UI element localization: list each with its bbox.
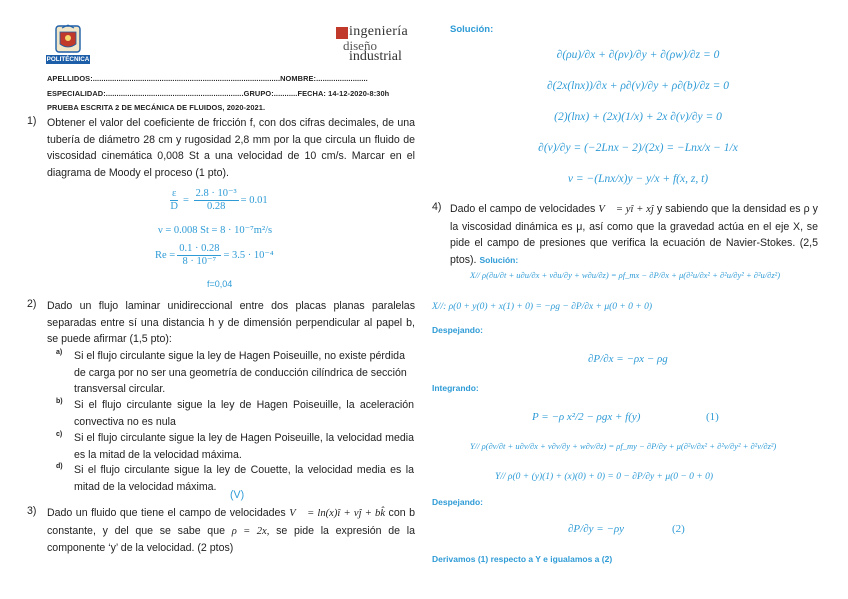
q2-text: Dado un flujo laminar unidireccional entre dos placas planas paralelas separadas entre sí una distancia h y de dimensión perpendicular al papel b, se puede afirmar (1,5 pto): (47, 300, 415, 345)
q4-dpdy: ∂P/∂y = −ρy (568, 523, 625, 535)
q3-solution-line-5: v = −(Lnx/x)y − y/x + f(x, z, t) (567, 173, 709, 185)
q2-option-a-label: a) (56, 349, 63, 356)
q4-pressure-eq-number: (1) (706, 411, 719, 423)
q1-eq1-lhs-num: ε (172, 188, 177, 199)
q4-despejando-1: Despejando: (432, 325, 484, 335)
q1-eq-reynolds (155, 243, 274, 267)
q4-text-b: y sabiendo que la densidad es ρ y la viscosidad dinámica es μ, así como que la gravedad actúa en el eje X, se pide el campo de presiones que verifica la ecuación de Navier-Stokes. (2,5 ptos). (450, 203, 818, 266)
q2-option-a (56, 348, 416, 397)
q4-number: 4) (432, 201, 442, 213)
q1-eq1-result: = 0.01 (240, 194, 268, 206)
q1-eq3-lhs: Re = (155, 249, 176, 261)
q2-option-b (56, 397, 416, 430)
q3-text (47, 505, 415, 557)
q3-text-c: se pide la expresión de la componente ‘y’ de la velocidad. (2 ptos) (47, 524, 415, 554)
q1-eq3-result: = 3.5 · 10⁻⁴ (223, 250, 274, 262)
q2-option-c-text: Si el flujo circulante sigue la ley de Hagen Poiseuille, la velocidad media es la mitad de la velocidad máxima. (74, 432, 414, 461)
q4-y-substitution: Y// ρ(0 + (y)(1) + (x)(0) + 0) = 0 − ∂P/∂y + μ(0 − 0 + 0) (495, 472, 713, 482)
q2-option-c (56, 430, 416, 462)
q3-density: ρ = 2x, (231, 525, 270, 537)
q1-eq3-den: 8 · 10⁻⁷ (182, 255, 217, 267)
q1-number: 1) (27, 115, 37, 127)
apellidos-line: APELLIDOS:.......................................................................................NOMBRE:........................ (47, 74, 368, 83)
q3-solution-block (452, 40, 824, 195)
q3-number: 3) (27, 505, 37, 517)
q4-x-equation: X// ρ(∂u/∂t + u∂u/∂x + v∂u/∂y + w∂u/∂z) = ρf_mx − ∂P/∂x + μ(∂²u/∂x² + ∂²u/∂y² + ∂²u/∂z²) (470, 270, 781, 280)
q1-eq1-lhs-den: D (170, 200, 178, 212)
q3-solution-line-3: (2)(lnx) + (2x)(1/x) + 2x ∂(v)/∂y = 0 (554, 111, 722, 123)
exam-title: PRUEBA ESCRITA 2 DE MECÁNICA DE FLUIDOS, 2020-2021. (47, 103, 266, 112)
q3-velocity-field: V⃗ = ln(x)î + vĵ + bk̂ (289, 508, 386, 519)
q4-integrando: Integrando: (432, 383, 479, 393)
q2-option-b-label: b) (56, 398, 63, 405)
q1-answer: f=0,04 (207, 279, 233, 289)
school-logo (335, 24, 415, 64)
q4-text-a: Dado el campo de velocidades (450, 203, 596, 215)
q4-derivamos: Derivamos (1) respecto a Y e igualamos a (2) (432, 554, 613, 564)
school-line-2: diseño (343, 38, 377, 53)
q2-number: 2) (27, 298, 37, 310)
q4-pressure-eq: P = −ρ x²/2 − ρgx + f(y) (532, 411, 641, 423)
q4-solution-label: Solución: (479, 254, 519, 265)
q4-dpdx: ∂P/∂x = −ρx − ρg (588, 353, 668, 365)
q2-option-a-text: Si el flujo circulante sigue la ley de Hagen Poiseuille, no existe pérdida de carga por no ser una geometría de conducción cilíndrica de sección transversal circular. (74, 350, 407, 395)
q4-despejando-2: Despejando: (432, 497, 484, 507)
q4-velocity-field: V⃗ = yî + xĵ (598, 204, 654, 215)
school-line-1: ingeniería (349, 24, 408, 39)
q2-option-d-label: d) (56, 463, 63, 470)
q3-text-a: Dado un fluido que tiene el campo de velocidades (47, 507, 286, 519)
q2-option-d-text: Si el flujo circulante sigue la ley de Couette, la velocidad media es la mitad de la velocidad máxima. (74, 464, 414, 493)
q1-eq1-num: 2.8 · 10⁻³ (195, 188, 237, 199)
q4-text (450, 201, 818, 268)
q1-eq3-num: 0.1 · 0.28 (179, 243, 220, 254)
university-name: POLITÉCNICA (46, 56, 90, 63)
q4-x-substitution: X//: ρ(0 + y(0) + x(1) + 0) = −ρg − ∂P/∂x + μ(0 + 0 + 0) (432, 302, 652, 312)
q1-eq1-den: 0.28 (206, 200, 226, 212)
q4-dpdy-number: (2) (672, 523, 685, 535)
q1-eq-viscosity: ν = 0.008 St = 8 · 10⁻⁷m²/s (158, 225, 273, 236)
q2-answer: (V) (230, 489, 245, 501)
school-line-3: industrial (349, 49, 402, 64)
q2-options (56, 348, 416, 495)
especialidad-line: ESPECIALIDAD:................................................................GRUPO:...........FECHA: 14-12-2020-8:30h (47, 89, 390, 98)
q2-option-b-text: Si el flujo circulante sigue la ley de Hagen Poiseuille, la aceleración convectiva no es nula (74, 399, 414, 428)
q4-y-equation: Y// ρ(∂v/∂t + u∂v/∂x + v∂v/∂y + w∂v/∂z) = ρf_my − ∂P/∂y + μ(∂²v/∂x² + ∂²v/∂y² + ∂²v/∂z²) (470, 441, 777, 451)
q3-solution-line-1: ∂(ρu)/∂x + ∂(ρv)/∂y + ∂(ρw)/∂z = 0 (556, 49, 720, 61)
q1-eq-relroughness: $\frac{\varepsilon}{D}$ = $\frac{\text{2.8 · 10⁻³}}{0.28}$ = 0.01 (170, 188, 268, 212)
q3-text-b: con b constante, y del que se sabe que (47, 507, 415, 537)
q1-text: Obtener el valor del coeficiente de fricción f, con dos cifras decimales, de una tubería de diámetro 28 cm y rugosidad 2,8 mm por la que circula un fluido de viscosidad cinemática 0,008 St a una velocidad de 10 cm/s. Marcar en el diagrama de Moody el proceso (1 pto). (47, 117, 415, 179)
q2-option-c-label: c) (56, 431, 63, 438)
q3-solution-title: Solución: (450, 24, 494, 35)
q3-solution-line-2: ∂(2x(lnx))/∂x + ρ∂(v)/∂y + ρ∂(b)/∂z = 0 (546, 80, 730, 92)
q3-solution-line-4: ∂(v)/∂y = (−2Lnx − 2)/(2x) = −Lnx/x − 1/x (538, 142, 738, 154)
